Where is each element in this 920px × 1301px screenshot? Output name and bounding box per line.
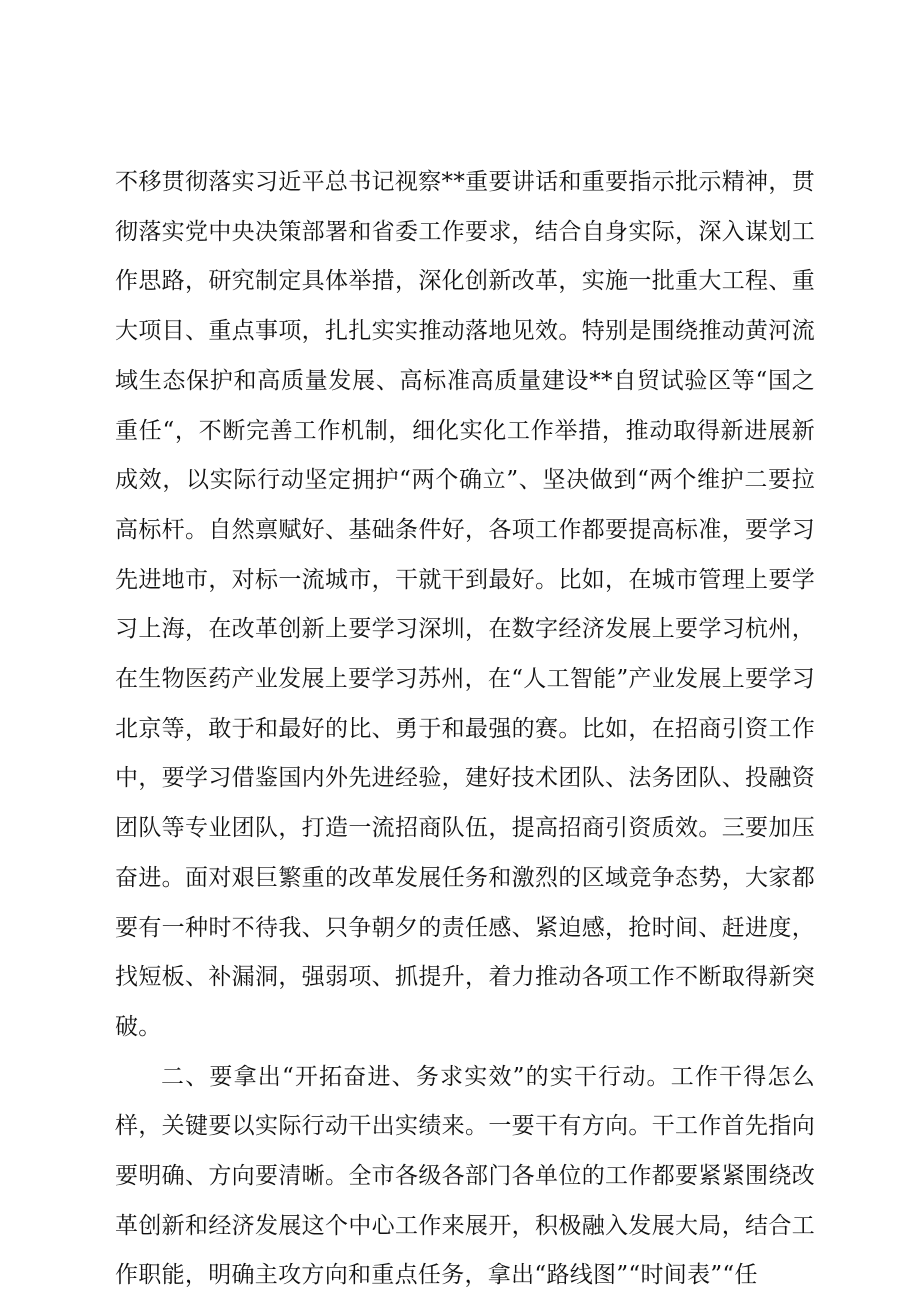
paragraph-section-two: 二、要拿出“开拓奋进、务求实效”的实干行动。工作干得怎么样，关键要以实际行动干出实绩来。一要干有方向。干工作首先指向要明确、方向要清晰。全市各级各部门各单位的工作都要紧紧围绕改革创新和经济发展这个中心工作来展开，积极融入发展大局，结合工作职能，明确主攻方向和重点任务，拿出“路线图”“时间表”“任: [115, 1063, 815, 1289]
document-body: [115, 158, 815, 1301]
paragraph-continued: 不移贯彻落实习近平总书记视察**重要讲话和重要指示批示精神，贯彻落实党中央决策部署和省委工作要求，结合自身实际，深入谋划工作思路，研究制定具体举措，深化创新改革，实施一批重大工程、重大项目、重点事项，扎扎实实推动落地见效。特别是围绕推动黄河流域生态保护和高质量发展、高标准高质量建设**自贸试验区等“国之重任“，不断完善工作机制，细化实化工作举措，推动取得新进展新成效，以实际行动坚定拥护“两个确立”、坚决做到“两个维护二要拉高标杆。自然禀赋好、基础条件好，各项工作都要提高标准，要学习先进地市，对标一流城市，干就干到最好。比如，在城市管理上要学习上海，在改革创新上要学习深圳，在数字经济发展上要学习杭州，在生物医药产业发展上要学习苏州，在“人工智能”产业发展上要学习北京等，敢于和最好的比、勇于和最强的赛。比如，在招商引资工作中，要学习借鉴国内外先进经验，建好技术团队、法务团队、投融资团队等专业团队，打造一流招商队伍，提高招商引资质效。三要加压奋进。面对艰巨繁重的改革发展任务和激烈的区域竞争态势，大家都要有一种时不待我、只争朝夕的责任感、紧迫感，抢时间、赶进度，找短板、补漏洞，强弱项、抓提升，着力推动各项工作不断取得新突破。: [115, 169, 815, 1040]
